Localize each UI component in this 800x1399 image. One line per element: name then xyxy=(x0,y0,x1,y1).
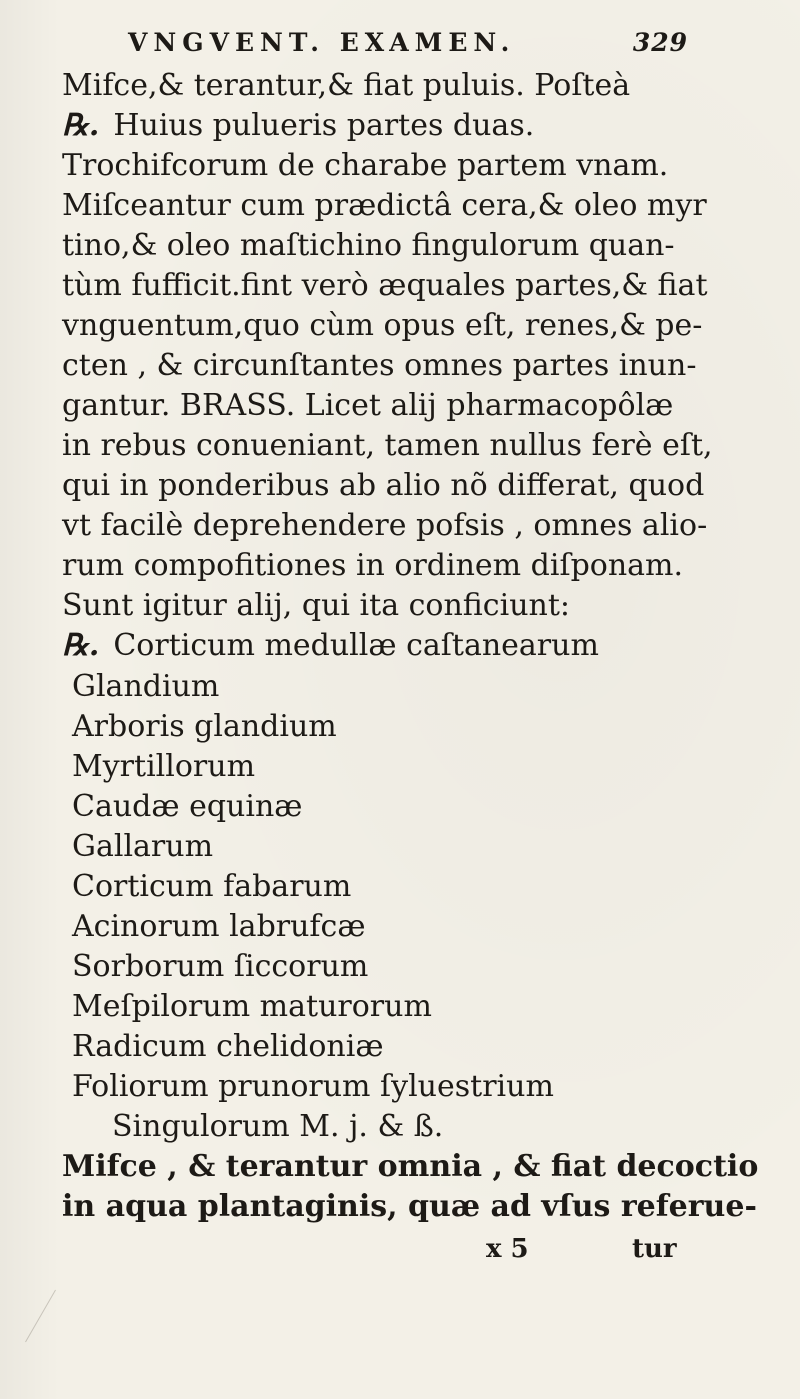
text-line: tùm fufficit.fint verò æquales partes,& fiat xyxy=(62,268,708,303)
text-line: gantur. BRASS. Licet alij pharmacopôlæ xyxy=(62,388,674,423)
ingredient-item: Gallarum xyxy=(72,829,214,864)
running-title: VNGVENT. EXAMEN. xyxy=(128,28,516,57)
text-line-rx xyxy=(62,627,599,665)
paper-crease xyxy=(25,1290,56,1342)
text-line: Corticum medullæ caſtanearum xyxy=(113,628,599,663)
recipe-symbol: ℞. xyxy=(62,108,100,143)
ingredient-item: Foliorum prunorum ſyluestrium xyxy=(72,1069,554,1104)
text-line: Huius pulueris partes duas. xyxy=(113,108,535,143)
text-line: Mifce , & terantur omnia , & fiat decoctio xyxy=(62,1149,759,1184)
recipe-symbol: ℞. xyxy=(62,628,100,663)
ingredient-item: Radicum chelidoniæ xyxy=(72,1029,384,1064)
ingredient-item: Acinorum labrufcæ xyxy=(72,909,366,944)
text-line: Sunt igitur alij, qui ita conficiunt: xyxy=(62,588,571,623)
signature-mark: x 5 xyxy=(486,1234,529,1264)
text-line: Mifce,& terantur,& fiat puluis. Poſteà xyxy=(62,68,631,103)
ingredient-item: Meſpilorum maturorum xyxy=(72,989,432,1024)
text-line: rum compofitiones in ordinem diſponam. xyxy=(62,548,684,583)
ingredient-item: Sorborum ſiccorum xyxy=(72,949,369,984)
text-line: tino,& oleo maſtichino fingulorum quan- xyxy=(62,228,675,263)
ingredient-item: Myrtillorum xyxy=(72,749,256,784)
text-line: Trochifcorum de charabe partem vnam. xyxy=(62,148,669,183)
ingredient-quantity: Singulorum M. j. & ß. xyxy=(112,1109,444,1144)
ingredient-item: Arboris glandium xyxy=(72,709,337,744)
page-header xyxy=(128,26,688,66)
page-number: 329 xyxy=(632,28,688,57)
ingredient-item: Glandium xyxy=(72,669,220,704)
text-line: in rebus conueniant, tamen nullus ferè eſt, xyxy=(62,428,713,463)
catchword: tur xyxy=(632,1234,677,1264)
text-line: vnguentum,quo cùm opus eſt, renes,& pe- xyxy=(62,308,703,343)
text-line: in aqua plantaginis, quæ ad vſus referue- xyxy=(62,1189,757,1224)
text-line: vt facilè deprehendere pofsis , omnes alio- xyxy=(62,508,708,543)
text-line: qui in ponderibus ab alio nõ differat, quod xyxy=(62,468,705,503)
text-line: cten , & circunſtantes omnes partes inun- xyxy=(62,348,697,383)
text-line: Miſceantur cum prædictâ cera,& oleo myr xyxy=(62,188,707,223)
ingredient-item: Caudæ equinæ xyxy=(72,789,303,824)
ingredient-item: Corticum fabarum xyxy=(72,869,352,904)
text-line-rx xyxy=(62,107,534,145)
